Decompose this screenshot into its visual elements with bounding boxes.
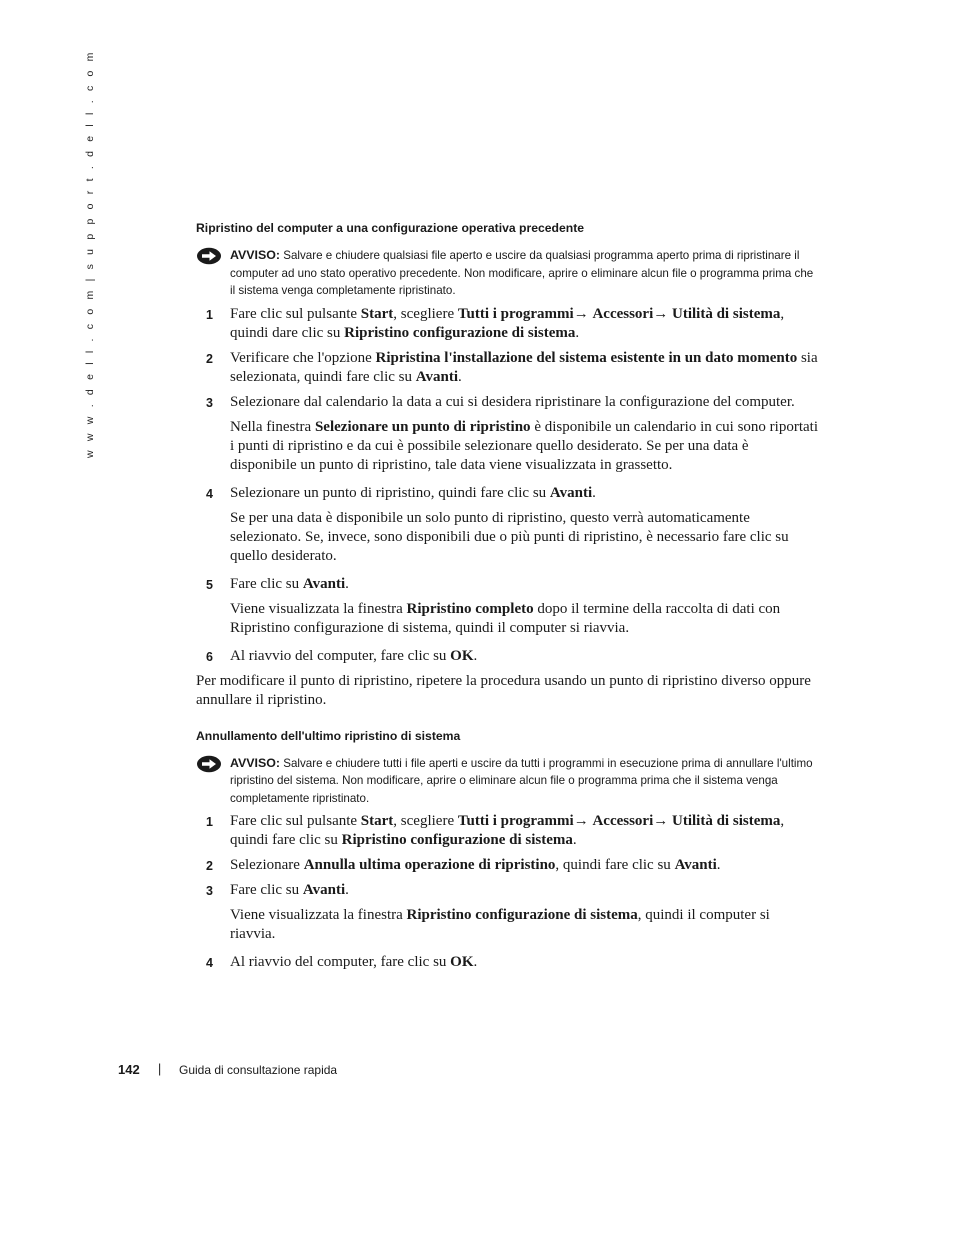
list-item bbox=[196, 484, 818, 566]
step-detail: Se per una data è disponibile un solo punto di ripristino, questo verrà automaticamente selezionato. Se, invece, sono disponibili due o più punti di ripristino, è necessario fare clic su quello desiderato. bbox=[230, 509, 789, 564]
step-text bbox=[230, 575, 818, 594]
text-span: . bbox=[473, 954, 478, 970]
bold-span: Ripristino configurazione di sistema bbox=[344, 324, 576, 341]
section2-heading: Annullamento dell'ultimo ripristino di sistema bbox=[196, 728, 461, 743]
footer-separator: | bbox=[158, 1062, 162, 1076]
bold-span: OK bbox=[450, 954, 474, 970]
step-number: 2 bbox=[206, 351, 213, 366]
page-number: 142 bbox=[118, 1062, 140, 1077]
step-number: 4 bbox=[206, 956, 213, 970]
list-item bbox=[196, 647, 818, 666]
step-text bbox=[230, 305, 818, 343]
list-item bbox=[196, 393, 818, 475]
section1-steps bbox=[196, 305, 818, 666]
text-span: . bbox=[716, 857, 721, 873]
bold-span: Accessori bbox=[592, 813, 654, 829]
text-span: . bbox=[572, 832, 577, 848]
section1-heading: Ripristino del computer a una configurazione operativa precedente bbox=[196, 221, 585, 235]
text-span: Nella finestra bbox=[230, 418, 315, 435]
step-text bbox=[230, 812, 818, 850]
step-number: 3 bbox=[206, 395, 213, 410]
step-text bbox=[230, 856, 818, 875]
text-span: Fare clic sul pulsante bbox=[230, 305, 361, 322]
step-text bbox=[230, 647, 818, 666]
step-text bbox=[230, 881, 818, 900]
bold-span: Avanti bbox=[415, 368, 458, 385]
text-span: Fare clic su bbox=[230, 575, 303, 592]
bold-span: Annulla ultima operazione di ripristino bbox=[303, 857, 556, 873]
bold-span: Accessori bbox=[592, 305, 654, 322]
side-url: w w w . d e l l . c o m | s u p p o r t . d e l l . c o m bbox=[84, 49, 96, 458]
bold-span: Selezionare un punto di ripristino bbox=[314, 418, 531, 435]
bold-span: Avanti bbox=[674, 857, 717, 873]
section2-steps bbox=[196, 812, 818, 972]
notice-arrow-icon bbox=[196, 755, 222, 773]
notice-arrow-icon bbox=[196, 247, 222, 265]
text-span: , scegliere bbox=[393, 305, 458, 322]
text-span: . bbox=[592, 484, 596, 501]
step-number: 1 bbox=[206, 307, 213, 322]
text-span: Viene visualizzata la finestra bbox=[230, 907, 407, 923]
step-text bbox=[230, 484, 818, 503]
bold-span: Tutti i programmi bbox=[457, 813, 574, 829]
text-span: Selezionare bbox=[230, 857, 304, 873]
page-footer bbox=[118, 1062, 338, 1077]
arrow-glyph: → bbox=[573, 813, 593, 829]
text-span: Al riavvio del computer, fare clic su bbox=[230, 954, 451, 970]
notice-text: Salvare e chiudere qualsiasi file aperto e uscire da qualsiasi programma aperto prima di ripristinare il computer ad uno stato operativo precedente. Non modificare, aprire o eliminare alcun file o programma prima che il sistema venga completamente ripristinato. bbox=[230, 249, 814, 297]
text-span: , quindi il computer si riavvia. bbox=[230, 907, 770, 942]
text-span: sia selezionata, quindi fare clic su bbox=[230, 349, 818, 385]
section2-notice bbox=[196, 755, 818, 808]
list-item bbox=[196, 349, 818, 387]
bold-span: Ripristino configurazione di sistema bbox=[341, 832, 573, 848]
text-span: Viene visualizzata la finestra bbox=[230, 600, 407, 617]
bold-span: Tutti i programmi bbox=[457, 305, 574, 322]
list-item bbox=[196, 812, 818, 850]
text-span: Verificare che l'opzione bbox=[230, 349, 376, 366]
notice-text: Salvare e chiudere tutti i file aperti e uscire da tutti i programmi in esecuzione prima di annullare l'ultimo ripristino del sistema. Non modificare, aprire o eliminare alcun file o programma prima che il sistema venga completamente ripristinato. bbox=[230, 756, 813, 805]
step-detail bbox=[230, 418, 818, 475]
text-span: Fare clic su bbox=[230, 882, 303, 898]
bold-span: Start bbox=[360, 305, 394, 322]
text-span: . bbox=[575, 324, 580, 341]
arrow-glyph: → bbox=[573, 305, 593, 322]
text-span: . bbox=[345, 575, 349, 592]
step-number: 6 bbox=[206, 649, 213, 664]
step-number: 4 bbox=[206, 486, 213, 501]
arrow-glyph: → bbox=[653, 305, 673, 322]
text-span: Selezionare un punto di ripristino, quindi fare clic su bbox=[230, 484, 550, 501]
text-span: . bbox=[458, 368, 462, 385]
text-span: , quindi fare clic su bbox=[555, 857, 675, 873]
text-span: Fare clic sul pulsante bbox=[230, 813, 361, 829]
list-item bbox=[196, 856, 818, 875]
bold-span: Utilità di sistema bbox=[672, 305, 781, 322]
bold-span: Avanti bbox=[302, 882, 346, 898]
text-span: Al riavvio del computer, fare clic su bbox=[230, 647, 451, 664]
notice-label: AVVISO: bbox=[230, 248, 281, 262]
bold-span: Utilità di sistema bbox=[672, 813, 781, 829]
step-number: 5 bbox=[206, 577, 213, 592]
step-detail bbox=[230, 600, 818, 638]
list-item bbox=[196, 575, 818, 638]
bold-span: Ripristino completo bbox=[406, 600, 534, 617]
bold-span: Avanti bbox=[549, 484, 593, 501]
step-number: 2 bbox=[206, 859, 213, 873]
closing-paragraph: Per modificare il punto di ripristino, ripetere la procedura usando un punto di ripristino diverso oppure annullare il ripristino. bbox=[196, 672, 811, 708]
step-text: Selezionare dal calendario la data a cui si desidera ripristinare la configurazione del computer. bbox=[230, 393, 795, 410]
step-text bbox=[230, 349, 818, 387]
bold-span: Avanti bbox=[302, 575, 346, 592]
step-text bbox=[230, 953, 818, 972]
arrow-glyph: → bbox=[653, 813, 673, 829]
list-item bbox=[196, 953, 818, 972]
text-span: è disponibile un calendario in cui sono riportati i punti di ripristino e da cui è possibile selezionare quello desiderato. Se per una data è disponibile un punto di ripristino, tale data viene visualizzata in grassetto. bbox=[230, 418, 818, 473]
text-span: . bbox=[345, 882, 349, 898]
bold-span: Start bbox=[360, 813, 394, 829]
bold-span: Ripristino configurazione di sistema bbox=[406, 907, 638, 923]
footer-title: Guida di consultazione rapida bbox=[179, 1063, 338, 1077]
step-detail bbox=[230, 906, 818, 944]
text-span: , scegliere bbox=[393, 813, 458, 829]
text-span: , quindi dare clic su bbox=[230, 305, 785, 341]
step-number: 1 bbox=[206, 815, 213, 829]
text-span: . bbox=[473, 647, 478, 664]
notice-label: AVVISO: bbox=[230, 755, 281, 770]
bold-span: OK bbox=[450, 647, 474, 664]
list-item bbox=[196, 881, 818, 944]
list-item bbox=[196, 305, 818, 343]
step-number: 3 bbox=[206, 884, 213, 898]
section1-notice bbox=[196, 247, 818, 300]
text-span: , quindi fare clic su bbox=[230, 813, 785, 848]
page-content bbox=[196, 220, 818, 972]
text-span: dopo il termine della raccolta di dati con Ripristino configurazione di sistema, quindi il computer si riavvia. bbox=[230, 600, 781, 636]
bold-span: Ripristina l'installazione del sistema esistente in un dato momento bbox=[375, 349, 798, 366]
